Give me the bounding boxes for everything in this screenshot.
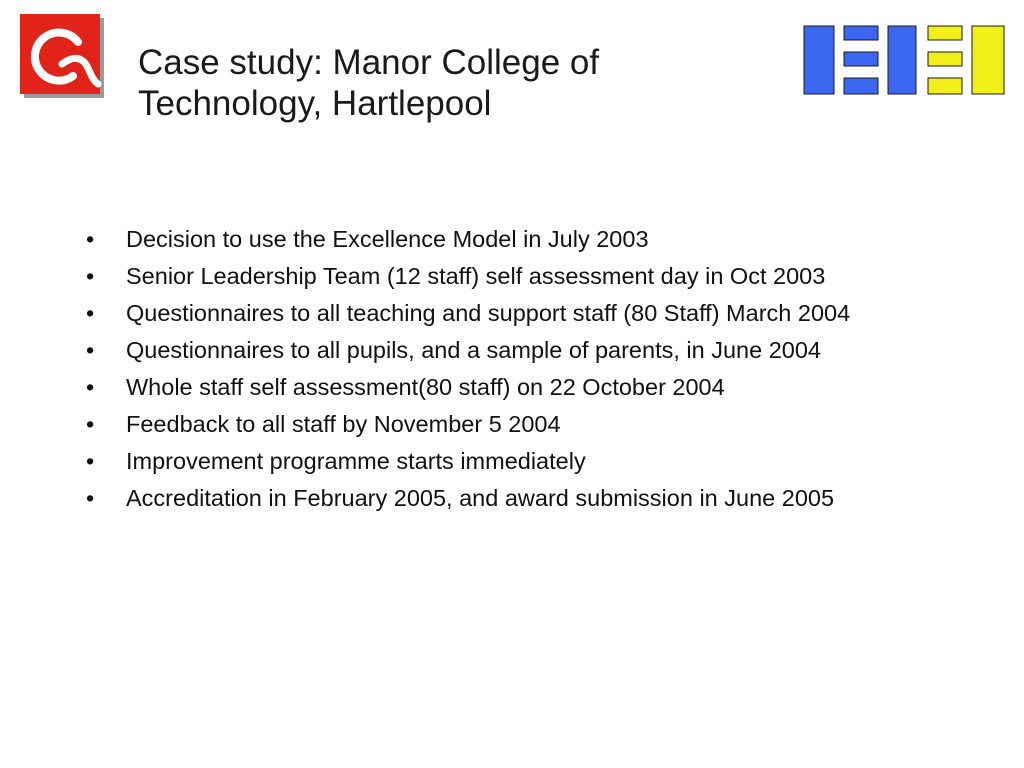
bullet-marker: • <box>86 374 95 400</box>
bullet-text: Accreditation in February 2005, and award submission in June 2005 <box>126 485 835 511</box>
list-item <box>86 446 926 476</box>
bullet-marker: • <box>86 485 95 511</box>
list-item <box>86 409 926 439</box>
bullet-text: Senior Leadership Team (12 staff) self assessment day in Oct 2003 <box>126 263 826 289</box>
bullet-marker: • <box>86 337 95 363</box>
bullet-text: Improvement programme starts immediately <box>126 448 586 474</box>
bullet-marker: • <box>86 448 95 474</box>
bullet-marker: • <box>86 411 95 437</box>
list-item <box>86 224 926 254</box>
list-item <box>86 335 926 365</box>
bullet-text: Whole staff self assessment(80 staff) on 22 October 2004 <box>126 374 725 400</box>
bullet-marker: • <box>86 300 95 326</box>
slide-title: Case study: Manor College of Technology, Hartlepool <box>138 43 600 123</box>
bullet-text: Decision to use the Excellence Model in July 2003 <box>126 226 649 252</box>
bullet-marker: • <box>86 226 95 252</box>
q-logo-icon <box>18 12 106 100</box>
list-item <box>86 298 926 328</box>
bullet-text: Questionnaires to all teaching and support staff (80 Staff) March 2004 <box>126 300 851 326</box>
bullet-list <box>86 224 926 520</box>
bullet-text: Feedback to all staff by November 5 2004 <box>126 411 561 437</box>
list-item <box>86 483 926 513</box>
list-item <box>86 372 926 402</box>
eie-logo-icon <box>800 24 1008 96</box>
bullet-text: Questionnaires to all pupils, and a sample of parents, in June 2004 <box>126 337 821 363</box>
bullet-marker: • <box>86 263 95 289</box>
list-item <box>86 261 926 291</box>
